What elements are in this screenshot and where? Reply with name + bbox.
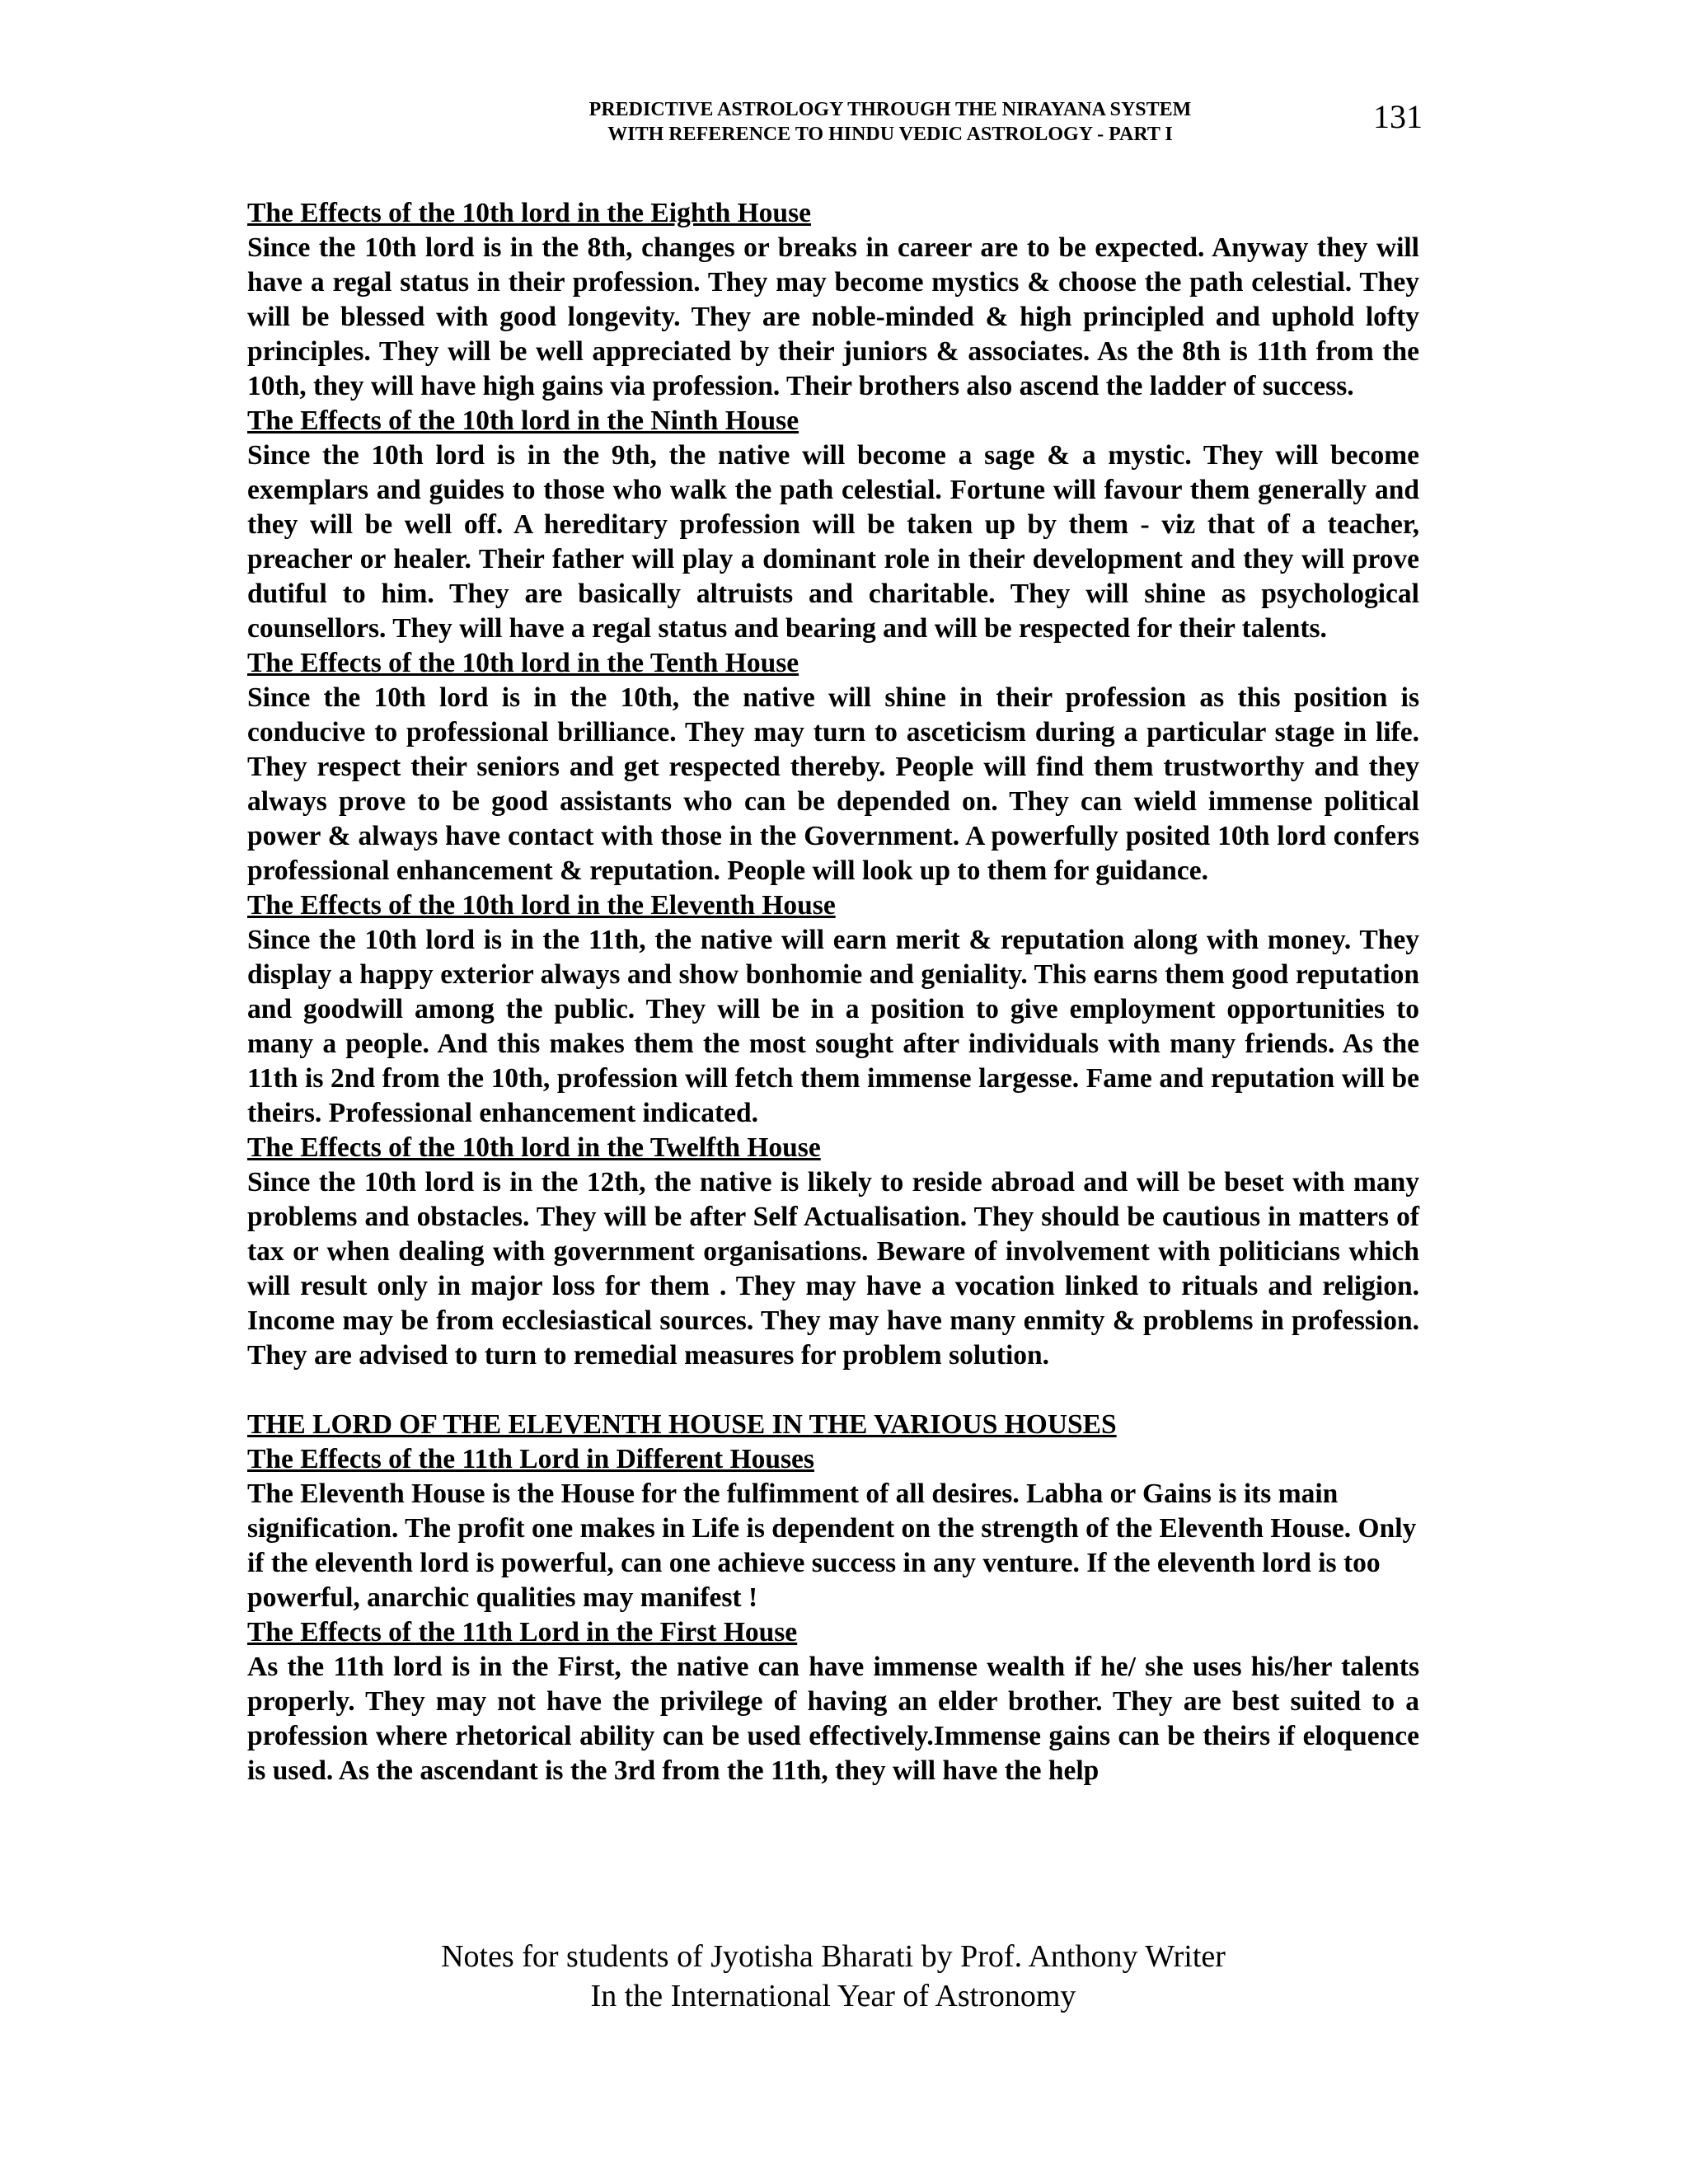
section-paragraph: As the 11th lord is in the First, the native can have immense wealth if he/ she uses his/her talents properly. They may not have the privilege of having an elder brother. They are best suited to a profession where rhetorical ability can be used effectively.Immense gains can be theirs if eloquence is used. As the ascendant is the 3rd from the 11th, they will have the help <box>247 1652 1419 1786</box>
running-header <box>363 97 1418 147</box>
chapter-heading: THE LORD OF THE ELEVENTH HOUSE IN THE VARIOUS HOUSES <box>247 1409 1117 1440</box>
page-body <box>247 196 1419 1788</box>
footer-line-1: Notes for students of Jyotisha Bharati by Prof. Anthony Writer <box>441 1939 1226 1974</box>
section-11th-lord-1st-house <box>247 1615 1419 1788</box>
section-heading: The Effects of the 10th lord in the Eighth House <box>247 198 811 228</box>
section-11th-lord-different-houses <box>247 1442 1419 1615</box>
section-heading: The Effects of the 10th lord in the Tenth House <box>247 648 799 678</box>
page-footer <box>247 1937 1419 2016</box>
section-10th-lord-12th-house <box>247 1131 1419 1373</box>
section-10th-lord-11th-house <box>247 888 1419 1131</box>
section-heading: The Effects of the 11th Lord in the First House <box>247 1617 798 1647</box>
section-paragraph: Since the 10th lord is in the 10th, the native will shine in their profession as this position is conducive to professional brilliance. They may turn to asceticism during a particular stage in life. They respect their seniors and get respected thereby. People will find them trustworthy and they always prove to be good assistants who can be depended on. They can wield immense political power & always have contact with those in the Government. A powerfully posited 10th lord confers professional enhancement & reputation. People will look up to them for guidance. <box>247 682 1419 886</box>
header-line-1: PREDICTIVE ASTROLOGY THROUGH THE NIRAYANA SYSTEM <box>588 99 1192 120</box>
section-paragraph: Since the 10th lord is in the 9th, the native will become a sage & a mystic. They will become exemplars and guides to those who walk the path celestial. Fortune will favour them generally and they will be well off. A hereditary profession will be taken up by them - viz that of a teacher, preacher or healer. Their father will play a dominant role in their development and they will prove dutiful to him. They are basically altruists and charitable. They will shine as psychological counsellors. They will have a regal status and bearing and will be respected for their talents. <box>247 440 1419 644</box>
section-10th-lord-9th-house <box>247 404 1419 646</box>
section-heading: The Effects of the 10th lord in the Eleventh House <box>247 890 836 921</box>
section-paragraph: Since the 10th lord is in the 8th, changes or breaks in career are to be expected. Anyway they will have a regal status in their profession. They may become mystics & choose the path celestial. They will be blessed with good longevity. They are noble-minded & high principled and uphold lofty principles. They will be well appreciated by their juniors & associates. As the 8th is 11th from the 10th, they will have high gains via profession. Their brothers also ascend the ladder of success. <box>247 232 1419 401</box>
page-number: 131 <box>1373 98 1423 135</box>
section-paragraph: The Eleventh House is the House for the fulfimment of all desires. Labha or Gains is its main signification. The profit one makes in Life is dependent on the strength of the Eleventh House. Only if the eleventh lord is powerful, can one achieve success in any venture. If the eleventh lord is too powerful, anarchic qualities may manifest ! <box>247 1479 1417 1613</box>
section-heading: The Effects of the 11th Lord in Different Houses <box>247 1444 814 1474</box>
header-line-2: WITH REFERENCE TO HINDU VEDIC ASTROLOGY - PART I <box>607 124 1173 145</box>
section-heading: The Effects of the 10th lord in the Twelfth House <box>247 1132 821 1163</box>
section-10th-lord-8th-house <box>247 196 1419 404</box>
section-paragraph: Since the 10th lord is in the 12th, the native is likely to reside abroad and will be beset with many problems and obstacles. They will be after Self Actualisation. They should be cautious in matters of tax or when dealing with government organisations. Beware of involvement with politicians which will result only in major loss for them . They may have a vocation linked to rituals and religion. Income may be from ecclesiastical sources. They may have many enmity & problems in profession. They are advised to turn to remedial measures for problem solution. <box>247 1167 1419 1371</box>
footer-line-2: In the International Year of Astronomy <box>590 1979 1076 2013</box>
section-paragraph: Since the 10th lord is in the 11th, the native will earn merit & reputation along with money. They display a happy exterior always and show bonhomie and geniality. This earns them good reputation and goodwill among the public. They will be in a position to give employment opportunities to many a people. And this makes them the most sought after individuals with many friends. As the 11th is 2nd from the 10th, profession will fetch them immense largesse. Fame and reputation will be theirs. Professional enhancement indicated. <box>247 925 1419 1128</box>
section-heading: The Effects of the 10th lord in the Ninth House <box>247 405 799 436</box>
section-10th-lord-10th-house <box>247 646 1419 888</box>
